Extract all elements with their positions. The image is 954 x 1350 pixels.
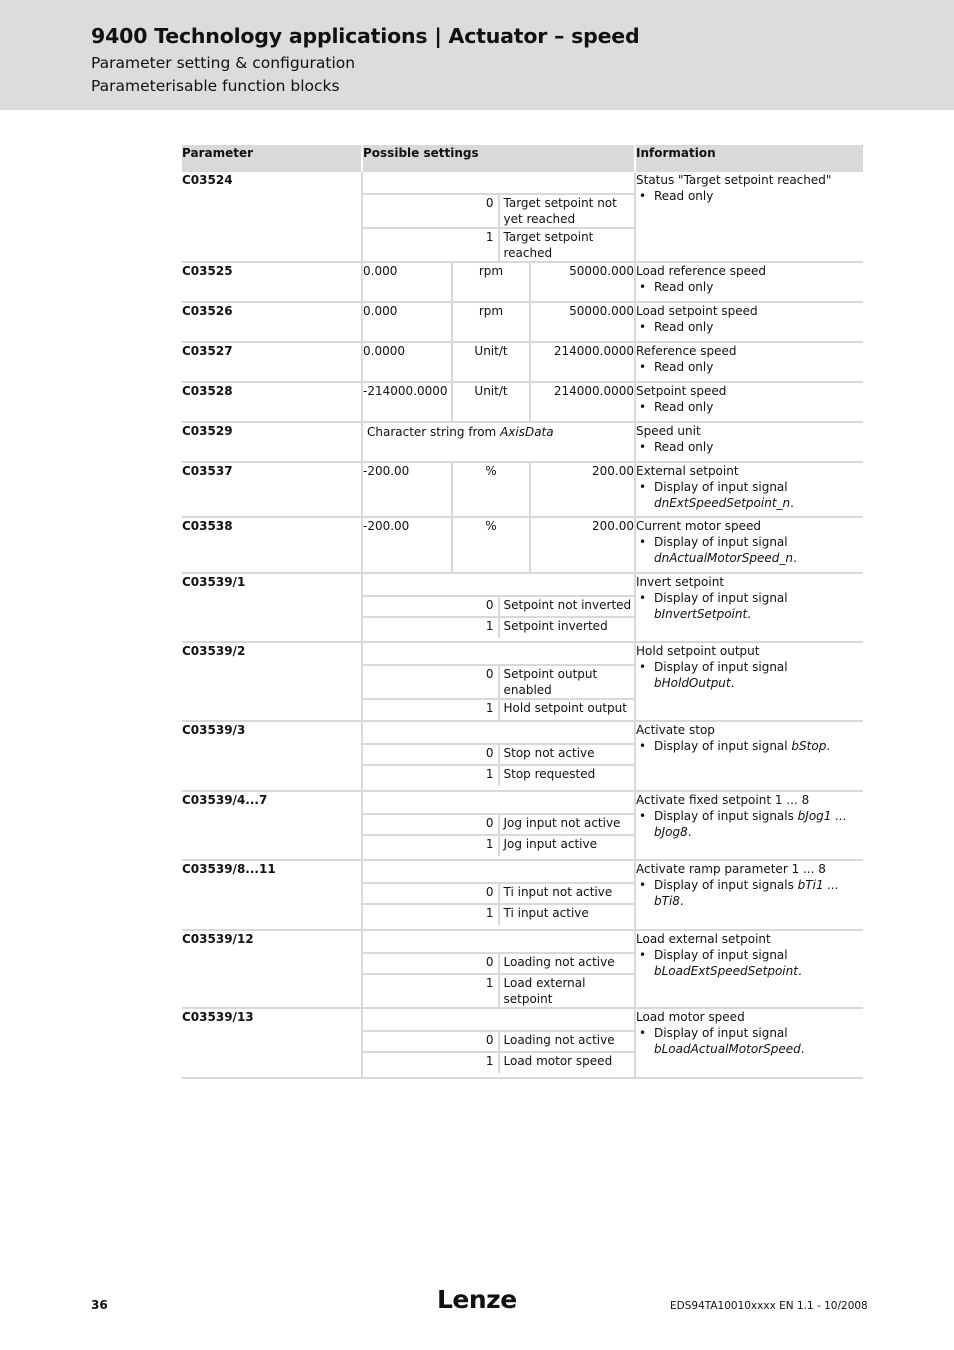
info-bullet (636, 590, 863, 622)
information (635, 422, 863, 462)
info-signal-name: dnExtSpeedSetpoint_n (654, 496, 791, 510)
possible-settings (362, 642, 635, 721)
info-title: Setpoint speed (636, 384, 727, 398)
bullet-icon: • (639, 739, 647, 753)
info-bullet-text: Read only (654, 280, 714, 294)
parameter-code: C03524 (182, 172, 362, 262)
setting-text-italic: AxisData (500, 425, 554, 439)
setting-text (363, 423, 634, 444)
info-signal-name: bInvertSetpoint (654, 607, 748, 621)
info-bullet-content (654, 659, 863, 691)
setting-text-plain: Character string from (367, 425, 501, 439)
possible-settings (362, 721, 635, 791)
information (635, 791, 863, 860)
information (635, 930, 863, 1008)
table-row (182, 791, 863, 860)
bullet-icon: • (639, 948, 647, 962)
column-header-settings: Possible settings (362, 145, 635, 172)
info-bullet (636, 877, 863, 909)
info-bullet-tail: . (730, 676, 735, 690)
option-label: Loading not active (499, 953, 635, 974)
possible-settings (362, 930, 635, 1008)
range-unit: rpm (452, 303, 530, 341)
info-bullet-text: Read only (654, 320, 714, 334)
table-row (182, 573, 863, 642)
parameter-code: C03539/8...11 (182, 860, 362, 930)
table-row (182, 721, 863, 791)
option-row (363, 974, 634, 1007)
info-bullet-content (654, 359, 863, 375)
option-label: Loading not active (499, 1031, 635, 1052)
parameter-code: C03538 (182, 517, 362, 573)
subsection-subtitle: Parameterisable function blocks (91, 77, 340, 95)
table-row (182, 422, 863, 462)
option-row (363, 744, 634, 765)
bullet-icon: • (639, 320, 647, 334)
range-unit: Unit/t (452, 383, 530, 421)
option-value: 1 (363, 228, 499, 261)
option-label: Load motor speed (503, 1054, 613, 1068)
option-row (363, 699, 634, 720)
info-title: Status "Target setpoint reached" (636, 173, 832, 187)
info-title: Activate fixed setpoint 1 ... 8 (636, 793, 810, 807)
option-list (363, 931, 634, 1007)
information (635, 860, 863, 930)
option-value: 0 (363, 194, 499, 228)
option-row (363, 194, 634, 228)
option-label: Stop not active (499, 744, 635, 765)
info-bullet-text: Display of input signal (654, 739, 792, 753)
info-title: Load external setpoint (636, 932, 771, 946)
information (635, 302, 863, 342)
info-signal-name: bHoldOutput (654, 676, 731, 690)
option-value: 1 (363, 974, 499, 1007)
info-bullet-tail: . (797, 964, 802, 978)
section-subtitle: Parameter setting & configuration (91, 54, 356, 72)
info-bullet-content (654, 947, 863, 979)
lenze-logo: Lenze (437, 1285, 517, 1314)
info-bullet-tail: . (826, 739, 831, 753)
option-row (363, 617, 634, 638)
possible-settings (362, 573, 635, 642)
option-label: Ti input active (503, 906, 589, 920)
possible-settings (362, 422, 635, 462)
range-unit: % (452, 518, 530, 572)
information (635, 573, 863, 642)
info-title: Load reference speed (636, 264, 766, 278)
information (635, 262, 863, 302)
information (635, 517, 863, 573)
info-bullet-content (654, 590, 863, 622)
option-list (363, 861, 634, 925)
option-row (363, 814, 634, 835)
parameter-code: C03539/2 (182, 642, 362, 721)
bullet-icon: • (639, 535, 647, 549)
option-row (363, 665, 634, 699)
option-list (363, 172, 634, 261)
column-header-information: Information (635, 145, 863, 172)
information (635, 382, 863, 422)
option-label: Jog input active (503, 837, 597, 851)
bullet-icon: • (639, 480, 647, 494)
info-bullet-text: Read only (654, 440, 714, 454)
parameter-code: C03527 (182, 342, 362, 382)
possible-settings (362, 262, 635, 302)
information (635, 172, 863, 262)
info-title: Speed unit (636, 424, 701, 438)
option-row (363, 1052, 634, 1073)
information (635, 462, 863, 517)
range-unit: Unit/t (452, 343, 530, 381)
info-bullet-content (654, 399, 863, 415)
range-unit: % (452, 463, 530, 516)
bullet-icon: • (639, 809, 647, 823)
table-row (182, 462, 863, 517)
range-min: -200.00 (363, 519, 410, 533)
info-bullet-content (654, 279, 863, 295)
range-max: 214000.0000 (553, 384, 634, 398)
option-list (363, 722, 634, 786)
bullet-icon: • (639, 660, 647, 674)
parameter-code: C03539/3 (182, 721, 362, 791)
info-signal-name: bLoadActualMotorSpeed (654, 1042, 801, 1056)
value-range (363, 518, 634, 572)
option-label: Stop requested (503, 767, 596, 781)
info-bullet-content (654, 439, 863, 455)
range-unit: rpm (452, 263, 530, 301)
parameter-code: C03539/12 (182, 930, 362, 1008)
info-bullet (636, 279, 863, 295)
table-row (182, 860, 863, 930)
bullet-icon: • (639, 280, 647, 294)
possible-settings (362, 1008, 635, 1078)
value-range (363, 303, 634, 341)
option-row (363, 765, 634, 786)
info-bullet-content (654, 738, 863, 754)
info-bullet-text: Display of input signal (654, 660, 788, 674)
possible-settings (362, 342, 635, 382)
info-bullet (636, 808, 863, 840)
option-label: Setpoint output enabled (499, 665, 635, 699)
info-bullet (636, 738, 863, 754)
range-max: 200.00 (592, 519, 634, 533)
info-bullet-text: Display of input signals (654, 809, 798, 823)
parameter-code: C03529 (182, 422, 362, 462)
info-title: Load motor speed (636, 1010, 745, 1024)
bullet-icon: • (639, 440, 647, 454)
info-bullet-content (654, 319, 863, 335)
option-value: 0 (363, 814, 499, 835)
info-bullet-content (654, 808, 863, 840)
info-signal-name: bJog8 (654, 825, 688, 839)
information (635, 342, 863, 382)
option-label: Ti input not active (499, 883, 635, 904)
info-bullet-text: Display of input signal (654, 591, 788, 605)
range-max: 50000.000 (569, 264, 634, 278)
option-label: Setpoint not inverted (499, 596, 635, 617)
info-signal-name: dnActualMotorSpeed_n (654, 551, 793, 565)
info-bullet (636, 1025, 863, 1057)
info-signal-inline: bStop (791, 739, 827, 753)
info-title: Hold setpoint output (636, 644, 760, 658)
info-bullet (636, 359, 863, 375)
document-id: EDS94TA10010xxxx EN 1.1 - 10/2008 (670, 1300, 868, 1312)
option-list (363, 574, 634, 638)
info-bullet (636, 534, 863, 566)
parameter-code: C03539/13 (182, 1008, 362, 1078)
option-value: 0 (363, 744, 499, 765)
info-bullet-text: Display of input signal (654, 535, 788, 549)
table-row (182, 382, 863, 422)
bullet-icon: • (639, 360, 647, 374)
info-bullet-tail: . (790, 496, 794, 510)
option-label: Jog input not active (499, 814, 635, 835)
range-min: 0.000 (363, 304, 398, 318)
info-bullet (636, 439, 863, 455)
parameter-code: C03525 (182, 262, 362, 302)
option-row (363, 904, 634, 925)
parameter-code: C03537 (182, 462, 362, 517)
bullet-icon: • (639, 878, 647, 892)
info-bullet-text: Read only (654, 400, 714, 414)
option-value: 0 (363, 665, 499, 699)
table-header-row (182, 145, 863, 172)
option-value: 1 (363, 765, 499, 786)
option-row (363, 883, 634, 904)
info-bullet-text: Display of input signal (654, 948, 788, 962)
info-title: Invert setpoint (636, 575, 725, 589)
table-row (182, 262, 863, 302)
information (635, 721, 863, 791)
parameter-code: C03526 (182, 302, 362, 342)
info-signal-inline: bTi1 ... (797, 878, 839, 892)
info-bullet (636, 319, 863, 335)
option-label: Target setpoint reached (503, 230, 594, 260)
option-value: 1 (363, 835, 499, 856)
info-bullet (636, 399, 863, 415)
range-max: 214000.0000 (553, 344, 634, 358)
option-label: Target setpoint not yet reached (499, 194, 635, 228)
info-bullet-text: Display of input signals (654, 878, 798, 892)
info-title: Current motor speed (636, 519, 761, 533)
info-title: Activate ramp parameter 1 ... 8 (636, 862, 826, 876)
info-bullet-text: Read only (654, 189, 714, 203)
range-max: 200.00 (592, 464, 634, 478)
info-bullet-content (654, 188, 863, 204)
option-value: 0 (363, 883, 499, 904)
bullet-icon: • (639, 1026, 647, 1040)
info-bullet-tail: . (792, 551, 797, 565)
table-row (182, 1008, 863, 1078)
page-header (0, 0, 954, 110)
value-range (363, 463, 634, 516)
possible-settings (362, 172, 635, 262)
column-header-parameter: Parameter (182, 145, 362, 172)
option-list (363, 643, 634, 720)
table-row (182, 302, 863, 342)
info-signal-name: bLoadExtSpeedSetpoint (654, 964, 798, 978)
parameter-code: C03528 (182, 382, 362, 422)
info-bullet (636, 947, 863, 979)
page-title: 9400 Technology applications | Actuator – speed (91, 24, 640, 48)
info-signal-name: bTi8 (654, 894, 680, 908)
table-row (182, 642, 863, 721)
parameter-code: C03539/4...7 (182, 791, 362, 860)
table-row (182, 930, 863, 1008)
info-bullet-text: Display of input signal (654, 480, 788, 494)
possible-settings (362, 382, 635, 422)
bullet-icon: • (639, 400, 647, 414)
page-number: 36 (91, 1298, 108, 1312)
info-title: Activate stop (636, 723, 715, 737)
option-row (363, 1031, 634, 1052)
range-min: -214000.0000 (363, 384, 448, 398)
info-signal-inline: bJog1 ... (797, 809, 847, 823)
option-row (363, 228, 634, 261)
option-label: Setpoint inverted (503, 619, 608, 633)
option-row (363, 953, 634, 974)
value-range (363, 383, 634, 421)
option-value: 0 (363, 953, 499, 974)
info-bullet-text: Display of input signal (654, 1026, 788, 1040)
info-title: External setpoint (636, 464, 739, 478)
bullet-icon: • (639, 591, 647, 605)
info-title: Reference speed (636, 344, 737, 358)
option-row (363, 596, 634, 617)
possible-settings (362, 517, 635, 573)
option-list (363, 1009, 634, 1073)
value-range (363, 343, 634, 381)
table-row (182, 172, 863, 262)
parameter-code: C03539/1 (182, 573, 362, 642)
range-min: -200.00 (363, 464, 410, 478)
information (635, 1008, 863, 1078)
info-bullet (636, 479, 863, 511)
option-label: Hold setpoint output (503, 701, 627, 715)
info-bullet-tail: . (747, 607, 752, 621)
option-value: 1 (363, 1052, 499, 1073)
table-row (182, 342, 863, 382)
option-value: 0 (363, 1031, 499, 1052)
bullet-icon: • (639, 189, 647, 203)
range-min: 0.000 (363, 264, 398, 278)
option-value: 1 (363, 617, 499, 638)
info-bullet (636, 188, 863, 204)
option-label: Load external setpoint (503, 976, 586, 1006)
possible-settings (362, 462, 635, 517)
info-bullet-tail: . (800, 1042, 805, 1056)
possible-settings (362, 860, 635, 930)
possible-settings (362, 302, 635, 342)
table-row (182, 517, 863, 573)
option-value: 1 (363, 699, 499, 720)
info-bullet-content (654, 1025, 863, 1057)
info-bullet-content (654, 877, 863, 909)
option-value: 1 (363, 904, 499, 925)
range-min: 0.0000 (363, 344, 405, 358)
possible-settings (362, 791, 635, 860)
range-max: 50000.000 (569, 304, 634, 318)
option-value: 0 (363, 596, 499, 617)
info-bullet-content (654, 479, 863, 511)
info-bullet (636, 659, 863, 691)
option-row (363, 835, 634, 856)
info-bullet-tail: . (687, 825, 692, 839)
value-range (363, 263, 634, 301)
info-title: Load setpoint speed (636, 304, 758, 318)
info-bullet-text: Read only (654, 360, 714, 374)
info-bullet-content (654, 534, 863, 566)
parameter-table (182, 145, 863, 1079)
option-list (363, 792, 634, 856)
information (635, 642, 863, 721)
info-bullet-tail: . (679, 894, 684, 908)
